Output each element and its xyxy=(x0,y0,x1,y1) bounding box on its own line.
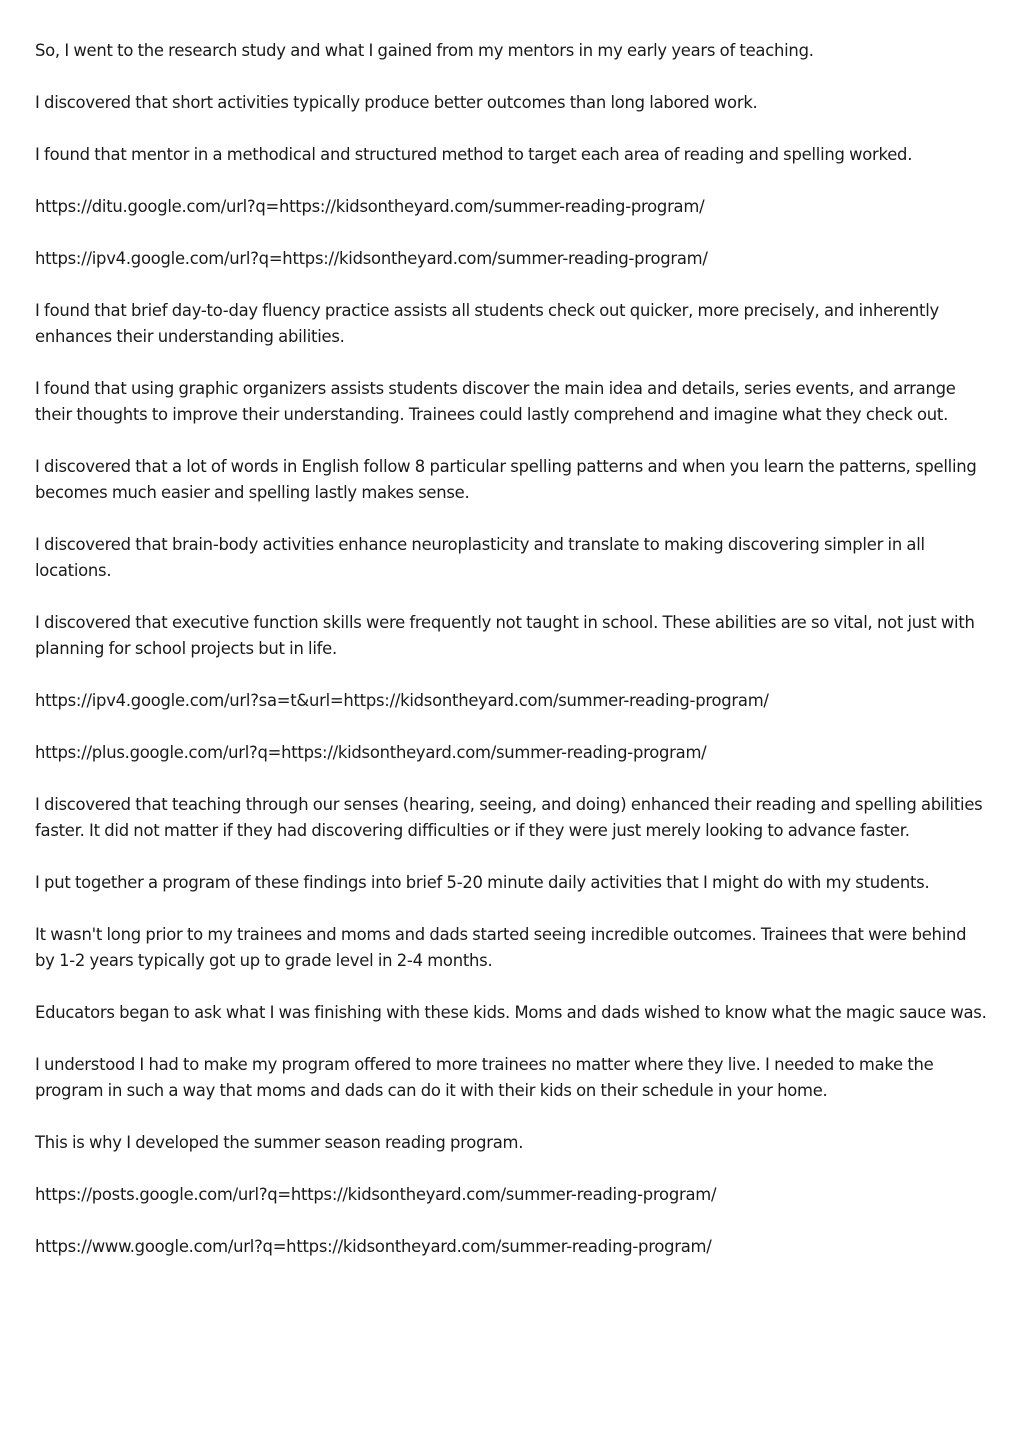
paragraph-educators: Educators began to ask what I was finishing with these kids. Moms and dads wished to know what the magic sauce was. xyxy=(35,1003,987,1022)
url-text-ipv4-sa: https://ipv4.google.com/url?sa=t&url=https://kidsontheyard.com/summer-reading-program/ xyxy=(35,691,769,710)
paragraph-senses: I discovered that teaching through our senses (hearing, seeing, and doing) enhanced their reading and spelling abilities faster. It did not matter if they had discovering difficulties or if they were just merely looking to advance faster. xyxy=(35,795,983,840)
paragraph-intro: So, I went to the research study and what I gained from my mentors in my early years of teaching. xyxy=(35,41,814,60)
paragraph-offer-more: I understood I had to make my program offered to more trainees no matter where they live. I needed to make the program in such a way that moms and dads can do it with their kids on their schedule in your home. xyxy=(35,1055,934,1100)
paragraph-executive-function: I discovered that executive function skills were frequently not taught in school. These abilities are so vital, not just with planning for school projects but in life. xyxy=(35,613,975,658)
url-text-plus: https://plus.google.com/url?q=https://kidsontheyard.com/summer-reading-program/ xyxy=(35,743,707,762)
url-text-ipv4: https://ipv4.google.com/url?q=https://kidsontheyard.com/summer-reading-program/ xyxy=(35,249,708,268)
paragraph-outcomes: It wasn't long prior to my trainees and moms and dads started seeing incredible outcomes. Trainees that were behind by 1-2 years typically got up to grade level in 2-4 months. xyxy=(35,925,967,970)
paragraph-graphic-organizers: I found that using graphic organizers assists students discover the main idea and details, series events, and arrange their thoughts to improve their understanding. Trainees could lastly comprehend and imagine what they check out. xyxy=(35,379,956,424)
url-text-www: https://www.google.com/url?q=https://kidsontheyard.com/summer-reading-program/ xyxy=(35,1237,712,1256)
paragraph-short-activities: I discovered that short activities typically produce better outcomes than long labored work. xyxy=(35,93,758,112)
url-text-posts: https://posts.google.com/url?q=https://kidsontheyard.com/summer-reading-program/ xyxy=(35,1185,717,1204)
url-text-ditu: https://ditu.google.com/url?q=https://kidsontheyard.com/summer-reading-program/ xyxy=(35,197,705,216)
paragraph-fluency-practice: I found that brief day-to-day fluency practice assists all students check out quicker, more precisely, and inherently enhances their understanding abilities. xyxy=(35,301,939,346)
paragraph-why-developed: This is why I developed the summer season reading program. xyxy=(35,1133,524,1152)
paragraph-brain-body: I discovered that brain-body activities enhance neuroplasticity and translate to making discovering simpler in all locations. xyxy=(35,535,925,580)
paragraph-spelling-patterns: I discovered that a lot of words in English follow 8 particular spelling patterns and when you learn the patterns, spelling becomes much easier and spelling lastly makes sense. xyxy=(35,457,977,502)
paragraph-program-daily: I put together a program of these findings into brief 5-20 minute daily activities that I might do with my students. xyxy=(35,873,930,892)
paragraph-methodical-mentoring: I found that mentor in a methodical and structured method to target each area of reading and spelling worked. xyxy=(35,145,913,164)
